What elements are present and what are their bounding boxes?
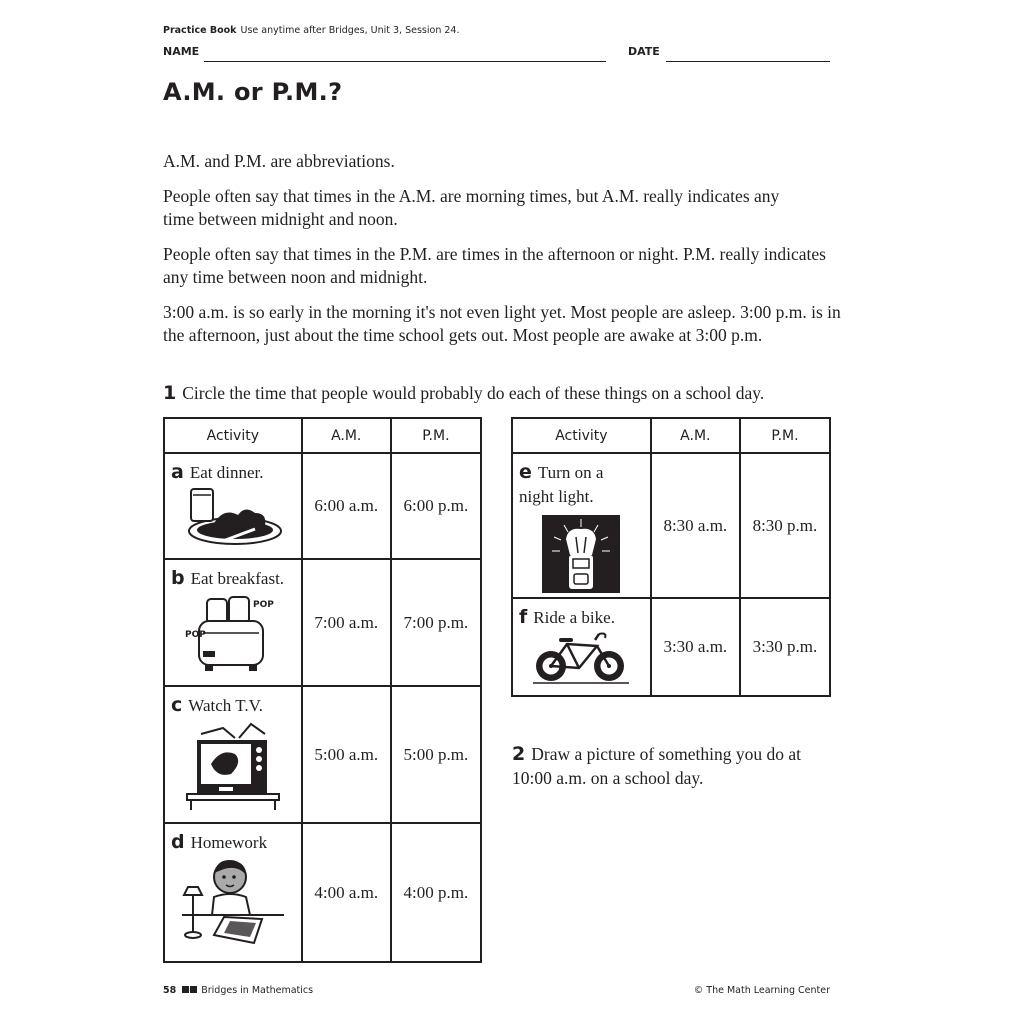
am-option[interactable]: 4:00 a.m.	[302, 823, 391, 962]
pm-option[interactable]: 7:00 p.m.	[391, 559, 481, 686]
footer-left	[163, 985, 313, 996]
question-2-text: Draw a picture of something you do at 10:00 a.m. on a school day.	[512, 744, 801, 788]
square-icon	[182, 986, 189, 993]
header-activity: Activity	[512, 418, 651, 453]
date-label: DATE	[628, 45, 660, 58]
item-letter: b	[171, 567, 185, 589]
night-light-icon	[542, 515, 620, 593]
copyright: © The Math Learning Center	[693, 985, 830, 996]
table-row	[164, 823, 481, 962]
series-name: Bridges in Mathematics	[201, 985, 314, 996]
svg-text:POP: POP	[252, 600, 274, 610]
am-option[interactable]: 7:00 a.m.	[302, 559, 391, 686]
paragraph-2: People often say that times in the A.M. are morning times, but A.M. really indicates any time between midnight and noon.	[163, 186, 780, 229]
item-letter: d	[171, 831, 185, 853]
item-letter: e	[519, 461, 532, 483]
activity-table-left	[163, 417, 482, 963]
activity-cell	[164, 453, 302, 559]
paragraph-3: People often say that times in the P.M. are times in the afternoon or night. P.M. really indicates any time between noon and midnight.	[163, 244, 826, 287]
table-header-row	[512, 418, 830, 453]
am-option[interactable]: 3:30 a.m.	[651, 598, 740, 696]
svg-text:POP: POP	[184, 630, 206, 640]
pm-option[interactable]: 5:00 p.m.	[391, 686, 481, 823]
am-option[interactable]: 8:30 a.m.	[651, 453, 740, 598]
activity-cell	[512, 453, 651, 598]
activity-table-right	[511, 417, 831, 697]
item-letter: c	[171, 694, 183, 716]
television-icon	[183, 718, 283, 810]
question-1-number: 1	[163, 382, 177, 404]
pm-option[interactable]: 8:30 p.m.	[740, 453, 830, 598]
header-activity: Activity	[164, 418, 302, 453]
page-number: 58	[163, 985, 177, 996]
activity-cell	[164, 823, 302, 962]
header-pm: P.M.	[391, 418, 481, 453]
table-row	[512, 598, 830, 696]
pm-option[interactable]: 6:00 p.m.	[391, 453, 481, 559]
name-field[interactable]	[204, 61, 606, 62]
child-homework-icon	[178, 855, 288, 947]
question-1	[163, 382, 764, 404]
item-letter: a	[171, 461, 184, 483]
header-am: A.M.	[302, 418, 391, 453]
table-row	[164, 686, 481, 823]
activity-name: Ride a bike.	[533, 608, 615, 627]
activity-name: Eat dinner.	[189, 463, 264, 482]
session-note: Use anytime after Bridges, Unit 3, Session 24.	[240, 25, 460, 36]
activity-cell	[164, 686, 302, 823]
header-am: A.M.	[651, 418, 740, 453]
question-1-text: Circle the time that people would probably do each of these things on a school day.	[182, 383, 765, 403]
header-pm: P.M.	[740, 418, 830, 453]
bicycle-icon	[531, 630, 631, 686]
paragraph-4: 3:00 a.m. is so early in the morning it's not even light yet. Most people are asleep. 3:00 p.m. is in the afternoon, just about the time school gets out. Most people are awake at 3:00 p.m.	[163, 302, 841, 345]
am-option[interactable]: 5:00 a.m.	[302, 686, 391, 823]
square-icon	[190, 986, 197, 993]
name-label: NAME	[163, 45, 200, 58]
activity-name: Watch T.V.	[188, 696, 263, 715]
table-row	[512, 453, 830, 598]
activity-name: Eat breakfast.	[190, 569, 285, 588]
paragraph-1: A.M. and P.M. are abbreviations.	[163, 151, 395, 171]
activity-cell	[512, 598, 651, 696]
date-field[interactable]	[666, 61, 830, 62]
table-row	[164, 559, 481, 686]
item-letter: f	[519, 606, 528, 628]
table-row	[164, 453, 481, 559]
practice-book-header	[163, 25, 459, 36]
page-title: A.M. or P.M.?	[163, 78, 343, 106]
toaster-icon	[183, 591, 283, 681]
activity-name: Homework	[190, 833, 268, 852]
question-2	[512, 742, 842, 790]
drawing-area[interactable]	[512, 800, 832, 960]
table-header-row	[164, 418, 481, 453]
pm-option[interactable]: 4:00 p.m.	[391, 823, 481, 962]
book-label: Practice Book	[163, 25, 237, 36]
question-2-number: 2	[512, 743, 526, 765]
dinner-plate-icon	[183, 485, 283, 547]
am-option[interactable]: 6:00 a.m.	[302, 453, 391, 559]
activity-name: Turn on a night light.	[519, 463, 604, 506]
pm-option[interactable]: 3:30 p.m.	[740, 598, 830, 696]
activity-cell	[164, 559, 302, 686]
